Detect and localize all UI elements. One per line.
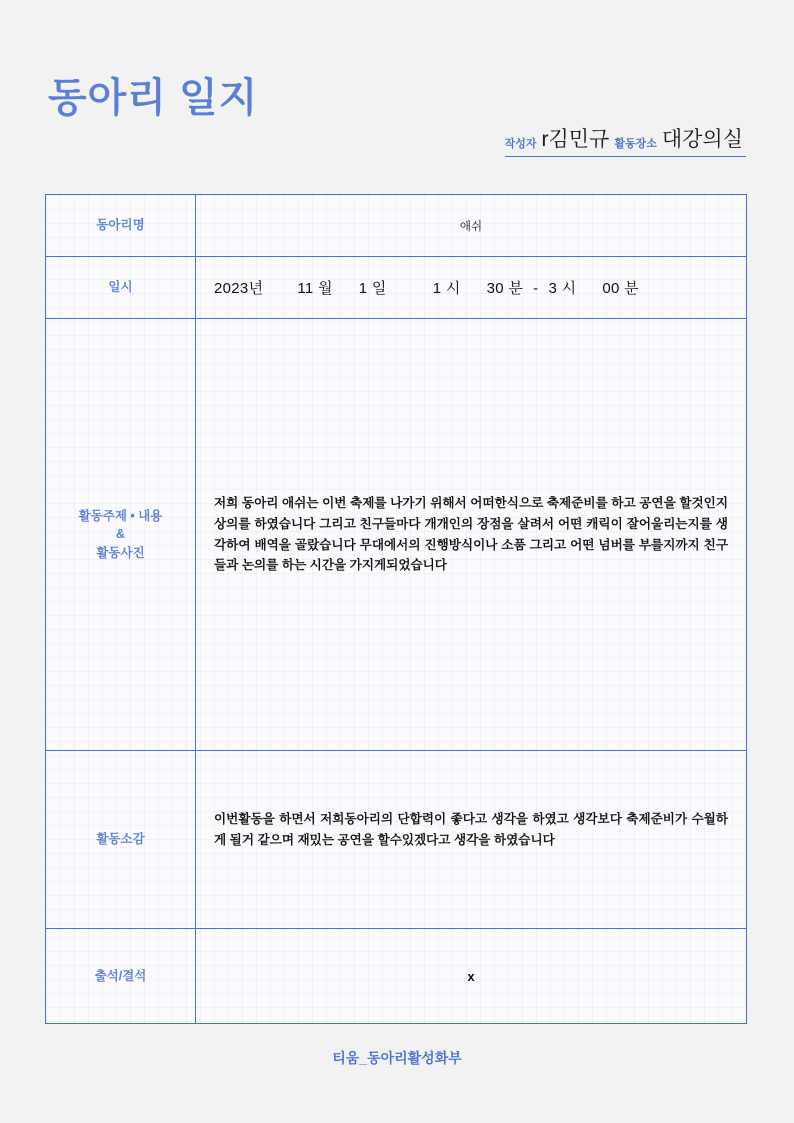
attendance-label: 출석/결석 bbox=[46, 929, 196, 1023]
attendance-cell bbox=[196, 929, 746, 1023]
club-name-cell bbox=[196, 195, 746, 256]
activity-content-cell bbox=[196, 319, 746, 750]
place-value: 대강의실 bbox=[661, 128, 743, 151]
activity-content-text: 저희 동아리 애쉬는 이번 축제를 나가기 위해서 어떠한식으로 축제준비를 하고 공연을 할것인지 상의를 하였습니다 그리고 친구들마다 개개인의 장점을 살려서 어떤 캐릭이 잘어울리는지를 생각하여 배역을 골랐습니다 무대에서의 진행방식이나 소품 그리고 어떤 넘버를 부를지까지 친구들과 논의를 하는 시간을 가지게되었습니다 bbox=[214, 495, 728, 573]
table-row bbox=[46, 751, 746, 929]
table-row bbox=[46, 195, 746, 257]
activity-content-label bbox=[46, 319, 196, 750]
journal-table bbox=[45, 194, 747, 1024]
activity-label-line1: 활동주제 • 내용 bbox=[78, 509, 163, 524]
activity-label-line2: & bbox=[115, 527, 126, 542]
end-hour: 3 시 bbox=[548, 280, 577, 297]
activity-label-line3: 활동사진 bbox=[96, 545, 145, 560]
attendance-value: x bbox=[467, 968, 475, 984]
page-title: 동아리 일지 bbox=[48, 76, 259, 120]
club-name-label: 동아리명 bbox=[46, 195, 196, 256]
date-line bbox=[206, 277, 736, 298]
writer-value: r김민규 bbox=[541, 128, 610, 151]
table-row bbox=[46, 929, 746, 1023]
end-minute: 00 분 bbox=[602, 280, 639, 297]
club-name-value: 애쉬 bbox=[459, 220, 483, 233]
page-footer: 티움_동아리활성화부 bbox=[332, 1050, 462, 1066]
start-minute: 30 분 bbox=[486, 280, 524, 297]
place-label: 활동장소 bbox=[614, 138, 657, 150]
header-meta bbox=[505, 123, 746, 157]
date-year: 2023년 bbox=[214, 280, 264, 297]
activity-review-text: 이번활동을 하면서 저희동아리의 단합력이 좋다고 생각을 하였고 생각보다 축제준비가 수월하게 될거 같으며 재밌는 공연을 할수있겠다고 생각을 하였습니다 bbox=[214, 812, 728, 847]
table-row bbox=[46, 257, 746, 319]
activity-review-cell bbox=[196, 751, 746, 928]
writer-label: 작성자 bbox=[504, 138, 537, 150]
date-label: 일시 bbox=[46, 257, 196, 318]
start-hour: 1 시 bbox=[432, 280, 461, 297]
activity-review-label: 활동소감 bbox=[46, 751, 196, 928]
date-month: 11 월 bbox=[297, 280, 333, 297]
table-row bbox=[46, 319, 746, 751]
date-cell bbox=[196, 257, 746, 318]
date-day: 1 일 bbox=[358, 280, 387, 297]
time-dash: - bbox=[533, 280, 539, 297]
